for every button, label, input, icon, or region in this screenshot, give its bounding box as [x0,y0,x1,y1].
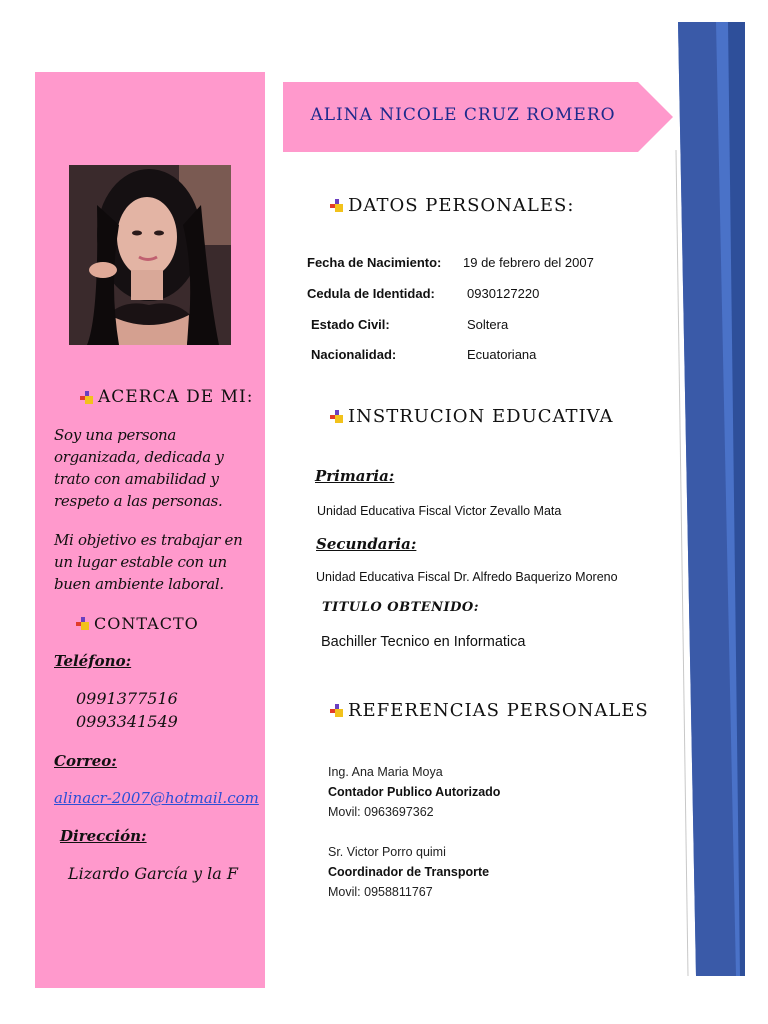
education-heading-text: INSTRUCION EDUCATIVA [348,406,614,427]
field-label: Estado Civil: [311,317,390,332]
reference-item [328,842,489,902]
address-text: Lizardo García y la F [68,864,238,883]
primary-label: Primaria: [315,467,395,485]
reference-phone: Movil: 0958811767 [328,885,433,899]
secondary-label: Secundaria: [316,535,417,553]
phone-number: 0993341549 [76,712,178,731]
about-heading [80,387,253,407]
full-name: ALINA NICOLE CRUZ ROMERO [310,105,616,125]
about-paragraph-1: Soy una persona organizada, dedicada y trato con amabilidad y respeto a las personas. [54,426,224,510]
degree-title: Bachiller Tecnico en Informatica [321,634,526,650]
field-label: Fecha de Nacimiento: [307,255,442,270]
references-heading [330,700,649,721]
personal-row [311,347,396,362]
field-label: Cedula de Identidad: [307,286,435,301]
reference-role: Coordinador de Transporte [328,865,490,879]
title-label: TITULO OBTENIDO: [322,600,480,615]
personal-row [311,317,390,332]
flag-icon [80,391,93,404]
profile-photo [69,165,231,345]
education-heading [330,406,613,427]
personal-value: 19 de febrero del 2007 [463,255,594,270]
address-label: Dirección: [60,827,147,845]
about-heading-text: ACERCA DE MI: [98,387,254,407]
reference-role: Contador Publico Autorizado [328,785,501,799]
personal-value: Ecuatoriana [467,347,537,362]
personal-row [307,286,435,301]
phone-list [76,687,178,733]
email-label: Correo: [54,752,117,770]
contact-heading-text: CONTACTO [94,614,199,633]
flag-icon [76,617,89,630]
reference-phone: Movil: 0963697362 [328,805,434,819]
email-link[interactable]: alinacr-2007@hotmail.com [54,789,259,807]
reference-name: Ing. Ana Maria Moya [328,765,443,779]
references-heading-text: REFERENCIAS PERSONALES [348,700,649,721]
personal-value: 0930127220 [467,286,540,301]
phone-label: Teléfono: [54,652,132,670]
personal-heading [330,195,574,216]
personal-heading-text: DATOS PERSONALES: [348,195,575,216]
personal-row [307,255,441,270]
personal-value: Soltera [467,317,509,332]
phone-number: 0991377516 [76,689,178,708]
decorative-blue-stripes [668,0,768,1024]
field-label: Nacionalidad: [311,347,397,362]
flag-icon [330,199,343,212]
contact-heading [76,614,199,633]
flag-icon [330,704,343,717]
reference-item [328,762,500,822]
about-paragraph-2: Mi objetivo es trabajar en un lugar estable con un buen ambiente laboral. [54,531,243,593]
sidebar [35,72,265,988]
name-banner [283,82,673,152]
primary-school: Unidad Educativa Fiscal Victor Zevallo Mata [317,504,562,518]
flag-icon [330,410,343,423]
reference-name: Sr. Victor Porro quimi [328,845,446,859]
secondary-school: Unidad Educativa Fiscal Dr. Alfredo Baquerizo Moreno [316,570,618,584]
